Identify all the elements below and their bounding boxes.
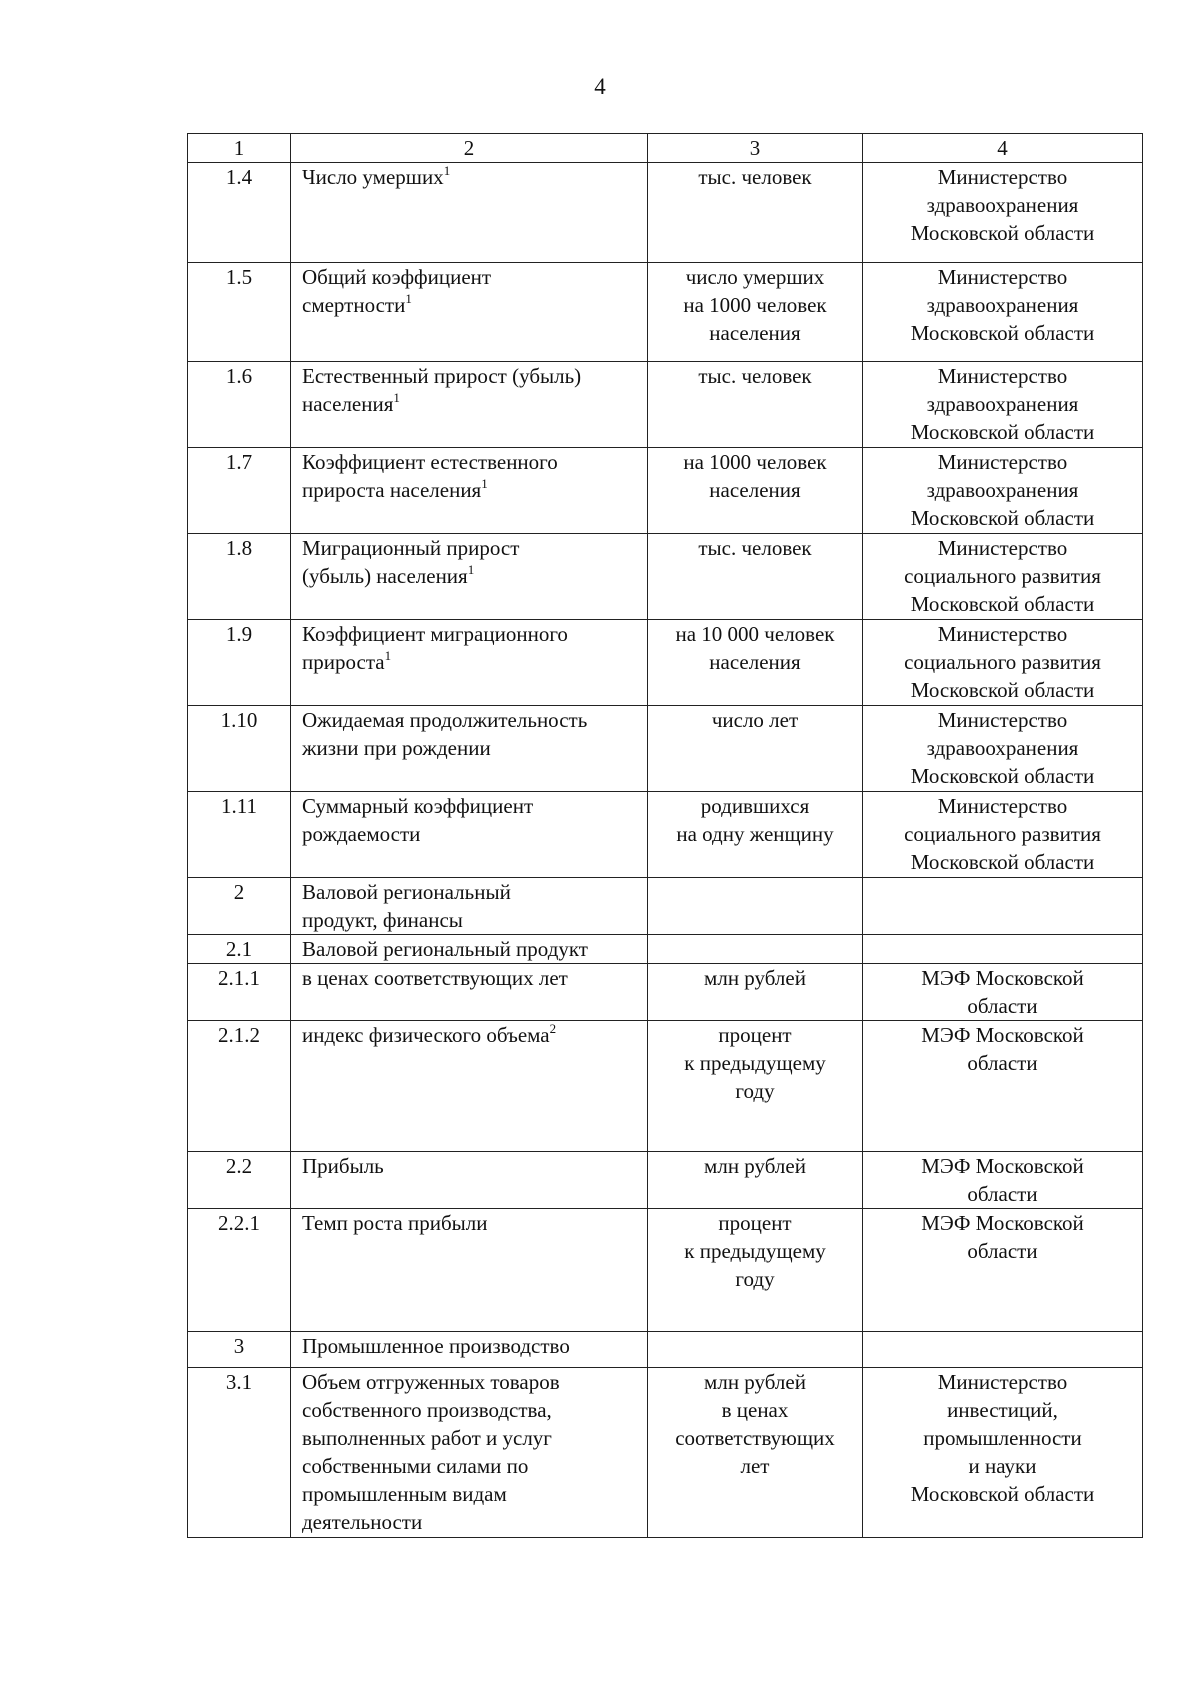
cell-line: году xyxy=(735,1079,775,1103)
cell-line: Коэффициент миграционного xyxy=(302,622,568,646)
cell-line: здравоохранения xyxy=(926,392,1079,416)
cell-line: Число умерших$^1$ xyxy=(302,163,451,189)
cell-line: (убыль) населения$^1$ xyxy=(302,562,475,588)
cell-line: Министерство xyxy=(937,794,1068,818)
responsible-body xyxy=(863,935,1143,964)
table-row xyxy=(188,792,1143,878)
cell-line: Московской области xyxy=(910,321,1095,345)
cell-line: Министерство xyxy=(937,165,1068,189)
cell-line: Московской области xyxy=(910,420,1095,444)
cell-line: тыс. человек xyxy=(698,364,812,388)
cell-line: Министерство xyxy=(937,364,1068,388)
indicator-name xyxy=(291,1332,648,1368)
responsible-body xyxy=(863,448,1143,534)
table-row xyxy=(188,448,1143,534)
cell-line: на 10 000 человек xyxy=(675,622,835,646)
row-number: 1.11 xyxy=(188,792,291,878)
row-number: 1.10 xyxy=(188,706,291,792)
indicators-table xyxy=(187,133,1143,1538)
row-number: 1.8 xyxy=(188,534,291,620)
cell-line: населения xyxy=(709,321,801,345)
cell-line: Валовой региональный xyxy=(302,880,511,904)
cell-line: здравоохранения xyxy=(926,293,1079,317)
cell-line: Московской области xyxy=(910,592,1095,616)
table-row xyxy=(188,1152,1143,1209)
table-row xyxy=(188,1368,1143,1538)
unit-of-measure xyxy=(648,362,863,448)
cell-line: индекс физического объема$^2$ xyxy=(302,1021,557,1047)
row-number: 2.2.1 xyxy=(188,1209,291,1332)
responsible-body xyxy=(863,1152,1143,1209)
cell-line: Коэффициент естественного xyxy=(302,450,558,474)
cell-line: соответствующих xyxy=(675,1426,835,1450)
responsible-body xyxy=(863,163,1143,263)
indicator-name xyxy=(291,964,648,1021)
cell-line: социального развития xyxy=(904,650,1101,674)
cell-line: рождаемости xyxy=(302,822,421,846)
cell-line: жизни при рождении xyxy=(302,736,491,760)
footnote-marker: 1 xyxy=(467,562,475,577)
cell-line: Министерство xyxy=(937,1370,1068,1394)
table-row xyxy=(188,263,1143,362)
page-number: 4 xyxy=(594,74,606,99)
cell-line: Министерство xyxy=(937,450,1068,474)
cell-line: Министерство xyxy=(937,622,1068,646)
cell-line: области xyxy=(967,1051,1038,1075)
unit-of-measure xyxy=(648,1152,863,1209)
indicator-name xyxy=(291,263,648,362)
cell-line: выполненных работ и услуг xyxy=(302,1426,552,1450)
unit-of-measure xyxy=(648,620,863,706)
cell-line: Министерство xyxy=(937,708,1068,732)
responsible-body xyxy=(863,878,1143,935)
cell-line: на одну женщину xyxy=(676,822,834,846)
cell-line: Общий коэффициент xyxy=(302,265,492,289)
responsible-body xyxy=(863,1209,1143,1332)
indicator-name xyxy=(291,534,648,620)
cell-line: Прибыль xyxy=(302,1154,384,1178)
cell-line: собственного производства, xyxy=(302,1398,552,1422)
cell-line: области xyxy=(967,994,1038,1018)
cell-line: здравоохранения xyxy=(926,736,1079,760)
table-row xyxy=(188,964,1143,1021)
cell-line: к предыдущему xyxy=(684,1239,826,1263)
cell-line: Промышленное производство xyxy=(302,1334,570,1358)
table-row xyxy=(188,1021,1143,1152)
row-number: 1.9 xyxy=(188,620,291,706)
cell-line: Объем отгруженных товаров xyxy=(302,1370,560,1394)
row-number: 2.1 xyxy=(188,935,291,964)
cell-line: Министерство xyxy=(937,536,1068,560)
cell-line: млн рублей xyxy=(704,1154,806,1178)
indicator-name xyxy=(291,1152,648,1209)
cell-line: промышленности xyxy=(923,1426,1082,1450)
cell-line: социального развития xyxy=(904,564,1101,588)
indicator-name xyxy=(291,620,648,706)
indicator-name xyxy=(291,163,648,263)
cell-line: число умерших xyxy=(685,265,825,289)
cell-line: продукт, финансы xyxy=(302,908,463,932)
cell-line: Ожидаемая продолжительность xyxy=(302,708,588,732)
responsible-body xyxy=(863,1368,1143,1538)
table-row xyxy=(188,935,1143,964)
row-number: 3.1 xyxy=(188,1368,291,1538)
cell-line: собственными силами по xyxy=(302,1454,529,1478)
cell-line: в ценах соответствующих лет xyxy=(302,966,568,990)
indicator-name xyxy=(291,935,648,964)
cell-line: населения xyxy=(709,650,801,674)
footnote-marker: 1 xyxy=(393,390,400,405)
unit-of-measure xyxy=(648,878,863,935)
unit-of-measure xyxy=(648,706,863,792)
cell-line: тыс. человек xyxy=(698,165,812,189)
cell-line: здравоохранения xyxy=(926,193,1079,217)
cell-line: Суммарный коэффициент xyxy=(302,794,534,818)
cell-line: деятельности xyxy=(302,1510,423,1534)
cell-line: на 1000 человек xyxy=(683,293,827,317)
table-row xyxy=(188,1209,1143,1332)
unit-of-measure xyxy=(648,935,863,964)
cell-line: области xyxy=(967,1239,1038,1263)
cell-line: МЭФ Московской xyxy=(921,966,1084,990)
responsible-body xyxy=(863,534,1143,620)
table-row xyxy=(188,1332,1143,1368)
cell-line: прироста населения$^1$ xyxy=(302,476,488,502)
cell-line: Московской области xyxy=(910,506,1095,530)
cell-line: Московской области xyxy=(910,221,1095,245)
cell-line: млн рублей xyxy=(704,966,806,990)
responsible-body xyxy=(863,1021,1143,1152)
unit-of-measure xyxy=(648,964,863,1021)
cell-line: инвестиций, xyxy=(947,1398,1058,1422)
indicator-name xyxy=(291,362,648,448)
cell-line: промышленным видам xyxy=(302,1482,507,1506)
footnote-marker: 1 xyxy=(384,648,392,663)
table-row xyxy=(188,878,1143,935)
row-number: 2.1.1 xyxy=(188,964,291,1021)
indicator-name xyxy=(291,878,648,935)
unit-of-measure xyxy=(648,1332,863,1368)
cell-line: прироста$^1$ xyxy=(302,648,392,674)
table-row xyxy=(188,706,1143,792)
unit-of-measure xyxy=(648,534,863,620)
cell-line: процент xyxy=(718,1023,792,1047)
responsible-body xyxy=(863,1332,1143,1368)
cell-line: Валовой региональный продукт xyxy=(302,937,588,961)
cell-line: и науки xyxy=(968,1454,1037,1478)
cell-line: Московской области xyxy=(910,678,1095,702)
footnote-marker: 1 xyxy=(443,163,451,178)
cell-line: тыс. человек xyxy=(698,536,812,560)
unit-of-measure xyxy=(648,1209,863,1332)
row-number: 2 xyxy=(188,878,291,935)
indicator-name xyxy=(291,448,648,534)
cell-line: число лет xyxy=(711,708,799,732)
row-number: 2.1.2 xyxy=(188,1021,291,1152)
cell-line: Темп роста прибыли xyxy=(302,1211,488,1235)
table-row xyxy=(188,362,1143,448)
table-row xyxy=(188,534,1143,620)
table-header-row xyxy=(188,134,1143,163)
row-number: 3 xyxy=(188,1332,291,1368)
cell-line: МЭФ Московской xyxy=(921,1211,1084,1235)
cell-line: МЭФ Московской xyxy=(921,1154,1084,1178)
footnote-marker: 1 xyxy=(481,476,488,491)
cell-line: процент xyxy=(718,1211,792,1235)
unit-of-measure xyxy=(648,448,863,534)
cell-line: Миграционный прирост xyxy=(302,536,520,560)
indicator-name xyxy=(291,1368,648,1538)
cell-line: здравоохранения xyxy=(926,478,1079,502)
responsible-body xyxy=(863,362,1143,448)
responsible-body xyxy=(863,620,1143,706)
row-number: 1.5 xyxy=(188,263,291,362)
table-row xyxy=(188,163,1143,263)
column-header: 2 xyxy=(291,134,648,163)
unit-of-measure xyxy=(648,163,863,263)
cell-line: социального развития xyxy=(904,822,1101,846)
cell-line: области xyxy=(967,1182,1038,1206)
cell-line: в ценах xyxy=(721,1398,789,1422)
indicator-name xyxy=(291,706,648,792)
indicator-name xyxy=(291,1209,648,1332)
cell-line: населения$^1$ xyxy=(302,390,400,416)
cell-line: смертности$^1$ xyxy=(302,291,412,317)
responsible-body xyxy=(863,964,1143,1021)
indicator-name xyxy=(291,1021,648,1152)
cell-line: родившихся xyxy=(700,794,810,818)
row-number: 1.4 xyxy=(188,163,291,263)
cell-line: Московской области xyxy=(910,764,1095,788)
row-number: 1.6 xyxy=(188,362,291,448)
cell-line: году xyxy=(735,1267,775,1291)
unit-of-measure xyxy=(648,1368,863,1538)
unit-of-measure xyxy=(648,1021,863,1152)
cell-line: млн рублей xyxy=(704,1370,806,1394)
footnote-marker: 1 xyxy=(405,291,412,306)
column-header: 1 xyxy=(188,134,291,163)
responsible-body xyxy=(863,792,1143,878)
responsible-body xyxy=(863,706,1143,792)
row-number: 2.2 xyxy=(188,1152,291,1209)
cell-line: лет xyxy=(740,1454,770,1478)
cell-line: МЭФ Московской xyxy=(921,1023,1084,1047)
unit-of-measure xyxy=(648,263,863,362)
row-number: 1.7 xyxy=(188,448,291,534)
cell-line: Московской области xyxy=(910,1482,1095,1506)
cell-line: к предыдущему xyxy=(684,1051,826,1075)
cell-line: на 1000 человек xyxy=(683,450,827,474)
cell-line: Московской области xyxy=(910,850,1095,874)
column-header: 4 xyxy=(863,134,1143,163)
cell-line: Министерство xyxy=(937,265,1068,289)
cell-line: населения xyxy=(709,478,801,502)
cell-line: Естественный прирост (убыль) xyxy=(302,364,582,388)
unit-of-measure xyxy=(648,792,863,878)
indicator-name xyxy=(291,792,648,878)
table-row xyxy=(188,620,1143,706)
footnote-marker: 2 xyxy=(549,1021,557,1036)
responsible-body xyxy=(863,263,1143,362)
column-header: 3 xyxy=(648,134,863,163)
